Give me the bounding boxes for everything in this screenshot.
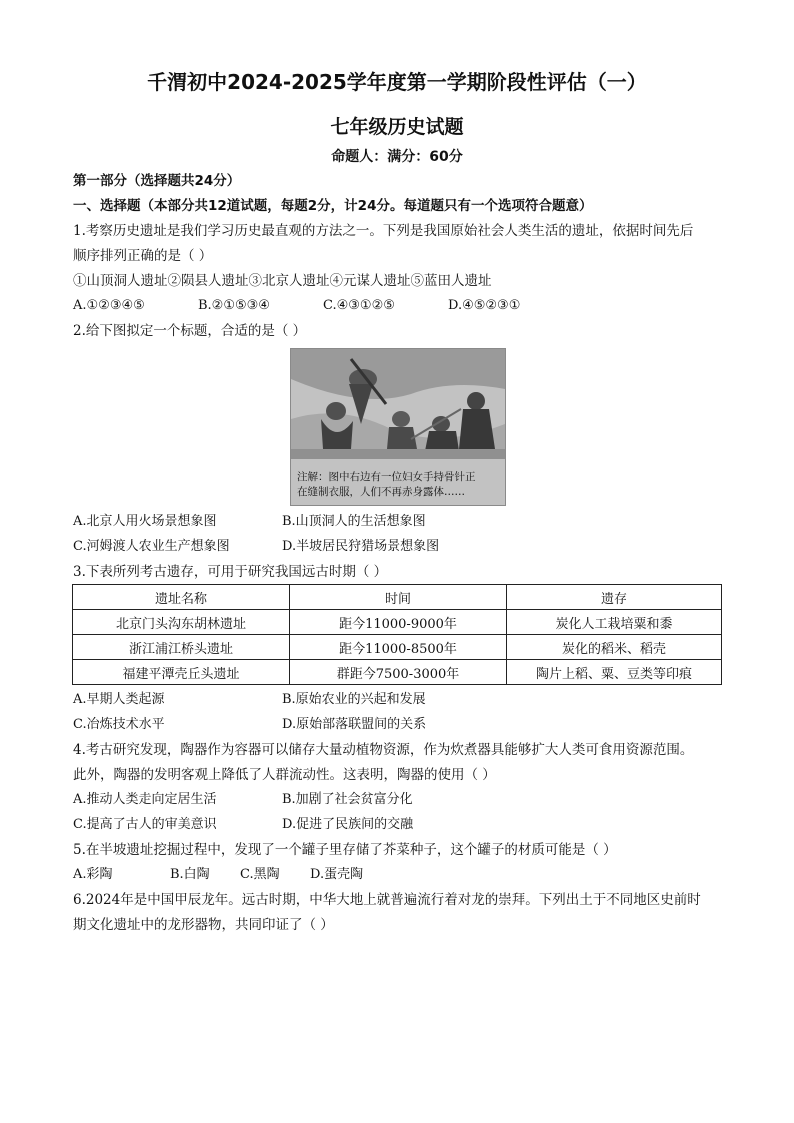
q4-option-d[interactable]: D.促进了民族间的交融 <box>282 817 414 832</box>
q3-stem: 3.下表所列考古遗存，可用于研究我国远古时期（ ） <box>73 564 388 580</box>
q3-option-b[interactable]: B.原始农业的兴起和发展 <box>282 692 426 707</box>
illustration-caption <box>297 470 476 500</box>
q6-stem-line2: 期文化遗址中的龙形器物，共同印证了（ ） <box>73 917 334 933</box>
q4-option-b[interactable]: B.加剧了社会贫富分化 <box>282 792 413 807</box>
exam-subtitle: 七年级历史试题 <box>330 116 464 138</box>
q5-option-d[interactable]: D.蛋壳陶 <box>310 867 364 882</box>
table-cell: 炭化的稻米、稻壳 <box>507 635 722 660</box>
q5-option-b[interactable]: B.白陶 <box>170 867 210 882</box>
q5-option-a[interactable]: A.彩陶 <box>73 867 113 882</box>
q1-option-d[interactable]: D.④⑤②③① <box>448 298 521 313</box>
table-cell: 北京门头沟东胡林遗址 <box>73 610 290 635</box>
q4-option-c[interactable]: C.提高了古人的审美意识 <box>73 817 217 832</box>
q3-table <box>72 584 722 685</box>
q2-option-d[interactable]: D.半坡居民狩猎场景想象图 <box>282 539 440 554</box>
q2-illustration <box>290 348 506 506</box>
exam-meta: 命题人：满分：60分 <box>331 149 463 165</box>
table-cell: 福建平潭壳丘头遗址 <box>73 660 290 685</box>
table-cell: 浙江浦江桥头遗址 <box>73 635 290 660</box>
q3-option-d[interactable]: D.原始部落联盟间的关系 <box>282 717 427 732</box>
section-heading: 一、选择题（本部分共12道试题，每题2分，计24分。每道题只有一个选项符合题意） <box>73 198 593 214</box>
table-cell: 距今11000-9000年 <box>290 610 507 635</box>
q1-option-c[interactable]: C.④③①②⑤ <box>323 298 395 313</box>
q4-stem-line1: 4.考古研究发现，陶器作为容器可以储存大量动植物资源，作为炊煮器具能够扩大人类可食用资源范围。 <box>73 742 694 758</box>
table-cell: 距今11000-8500年 <box>290 635 507 660</box>
q5-stem: 5.在半坡遗址挖掘过程中，发现了一个罐子里存储了芥菜种子，这个罐子的材质可能是（ ） <box>73 842 617 858</box>
q2-stem: 2.给下图拟定一个标题，合适的是（ ） <box>73 323 307 339</box>
q4-option-a[interactable]: A.推动人类走向定居生活 <box>73 792 217 807</box>
caption-line2: 在缝制衣服，人们不再赤身露体…… <box>297 486 465 498</box>
q1-stem-line1: 1.考察历史遗址是我们学习历史最直观的方法之一。下列是我国原始社会人类生活的遗址，依据时间先后 <box>73 223 694 239</box>
q2-option-a[interactable]: A.北京人用火场景想象图 <box>73 514 217 529</box>
q1-option-a[interactable]: A.①②③④⑤ <box>73 298 145 313</box>
q1-items: ①山顶洞人遗址②陨县人遗址③北京人遗址④元谋人遗址⑤蓝田人遗址 <box>73 273 492 289</box>
table-cell: 陶片上稻、粟、豆类等印痕 <box>507 660 722 685</box>
q5-option-c[interactable]: C.黑陶 <box>240 867 280 882</box>
part-heading: 第一部分（选择题共24分） <box>73 173 241 189</box>
q3-option-a[interactable]: A.早期人类起源 <box>73 692 165 707</box>
caption-line1: 注解：图中右边有一位妇女手持骨针正 <box>297 471 476 483</box>
table-row <box>73 635 722 660</box>
q2-option-b[interactable]: B.山顶洞人的生活想象图 <box>282 514 426 529</box>
table-header-cell: 遗址名称 <box>73 585 290 610</box>
table-row <box>73 660 722 685</box>
q2-option-c[interactable]: C.河姆渡人农业生产想象图 <box>73 539 230 554</box>
exam-title: 千渭初中2024-2025学年度第一学期阶段性评估（一） <box>147 70 647 94</box>
q3-option-c[interactable]: C.冶炼技术水平 <box>73 717 165 732</box>
q1-option-b[interactable]: B.②①⑤③④ <box>198 298 270 313</box>
table-header-row <box>73 585 722 610</box>
table-cell: 炭化人工栽培粟和黍 <box>507 610 722 635</box>
q6-stem-line1: 6.2024年是中国甲辰龙年。远古时期，中华大地上就普遍流行着对龙的崇拜。下列出土于不同地区史前时 <box>73 892 701 908</box>
table-header-cell: 遗存 <box>507 585 722 610</box>
q4-stem-line2: 此外，陶器的发明客观上降低了人群流动性。这表明，陶器的使用（ ） <box>73 767 496 783</box>
table-cell: 群距今7500-3000年 <box>290 660 507 685</box>
table-row <box>73 610 722 635</box>
q1-stem-line2: 顺序排列正确的是（ ） <box>73 248 213 264</box>
table-header-cell: 时间 <box>290 585 507 610</box>
